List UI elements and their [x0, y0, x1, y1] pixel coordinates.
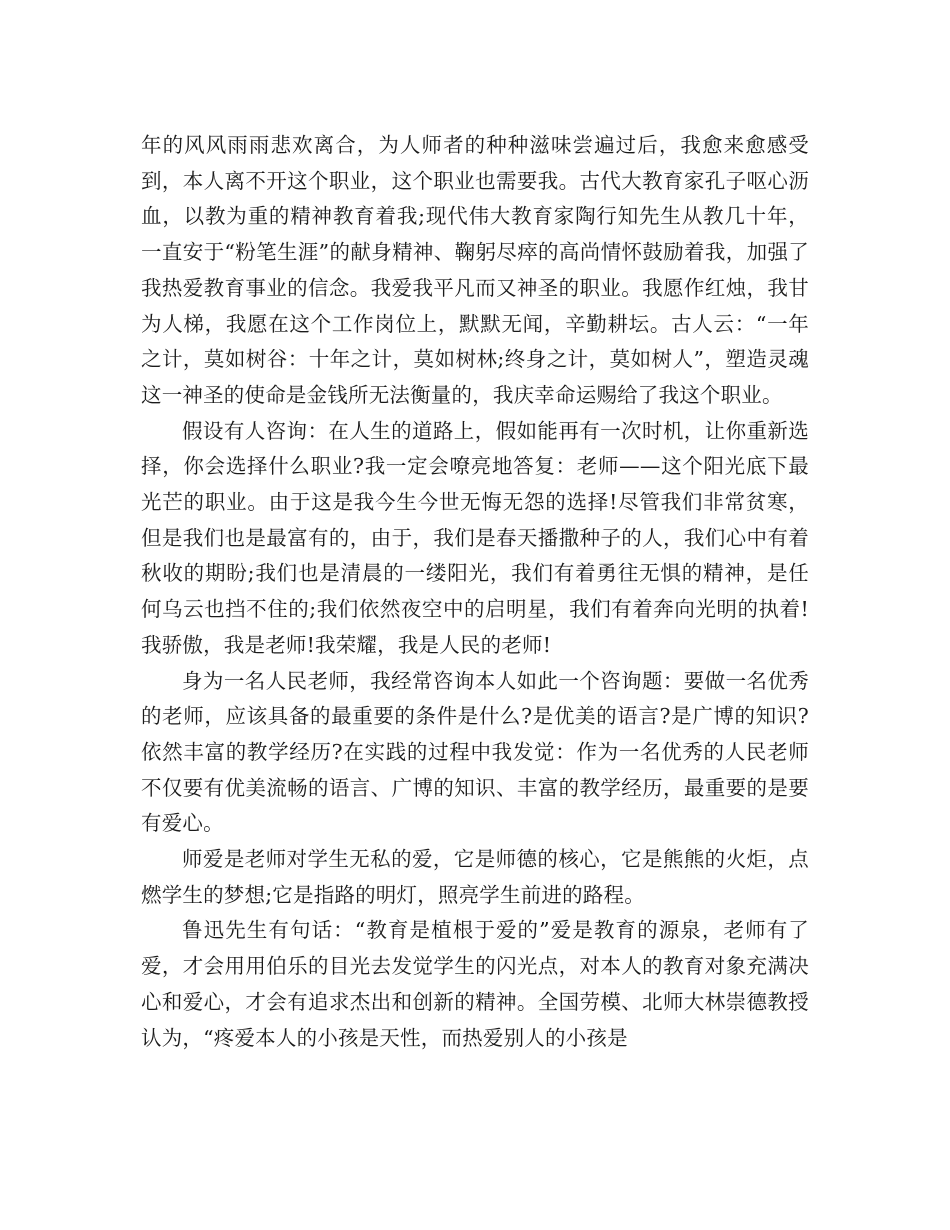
paragraph-2: 假设有人咨询：在人生的道路上，假如能再有一次时机，让你重新选择，你会选择什么职业?我一定会嘹亮地答复：老师——这个阳光底下最光芒的职业。由于这是我今生今世无悔无怨的选择!尽管我们非常贫寒，但是我们也是最富有的，由于，我们是春天播撒种子的人，我们心中有着秋收的期盼;我们也是清晨的一缕阳光，我们有着勇往无惧的精神，是任何乌云也挡不住的;我们依然夜空中的启明星，我们有着奔向光明的执着!我骄傲，我是老师!我荣耀，我是人民的老师! [141, 418, 809, 657]
paragraph-5: 鲁迅先生有句话：“教育是植根于爱的”爱是教育的源泉，老师有了爱，才会用用伯乐的目光去发觉学生的闪光点，对本人的教育对象充满决心和爱心，才会有追求杰出和创新的精神。全国劳模、北师大林崇德教授认为，“疼爱本人的小孩是天性，而热爱别人的小孩是 [141, 918, 809, 1050]
paragraph-4: 师爱是老师对学生无私的爱，它是师德的核心，它是熊熊的火炬，点燃学生的梦想;它是指路的明灯，照亮学生前进的路程。 [141, 847, 809, 907]
paragraph-3: 身为一名人民老师，我经常咨询本人如此一个咨询题：要做一名优秀的老师，应该具备的最重要的条件是什么?是优美的语言?是广博的知识?依然丰富的教学经历?在实践的过程中我发觉：作为一名优秀的人民老师不仅要有优美流畅的语言、广博的知识、丰富的教学经历，最重要的是要有爱心。 [141, 668, 809, 836]
document-body [141, 128, 809, 1056]
paragraph-1: 年的风风雨雨悲欢离合，为人师者的种种滋味尝遍过后，我愈来愈感受到，本人离不开这个职业，这个职业也需要我。古代大教育家孔子呕心沥血，以教为重的精神教育着我;现代伟大教育家陶行知先生从教几十年，一直安于“粉笔生涯”的献身精神、鞠躬尽瘁的高尚情怀鼓励着我，加强了我热爱教育事业的信念。我爱我平凡而又神圣的职业。我愿作红烛，我甘为人梯，我愿在这个工作岗位上，默默无闻，辛勤耕坛。古人云：“一年之计，莫如树谷：十年之计，莫如树林;终身之计，莫如树人”，塑造灵魂这一神圣的使命是金钱所无法衡量的，我庆幸命运赐给了我这个职业。 [141, 133, 809, 407]
